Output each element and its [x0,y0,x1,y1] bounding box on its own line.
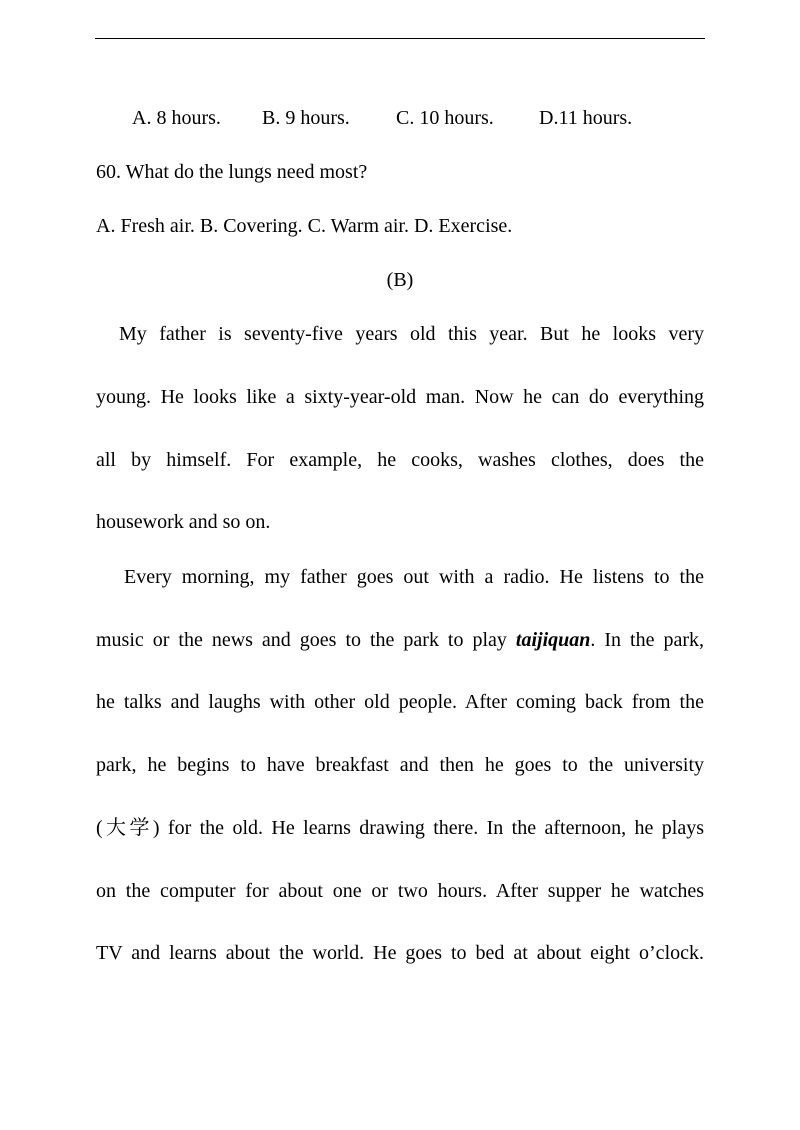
option-b: B. 9 hours. [262,107,350,129]
paragraph-2-line-4: park, he begins to have breakfast and then he goes to the university [96,754,704,776]
emphasized-word: taijiquan [515,629,591,651]
text-before-emphasis: music or the news and goes to the park to play [96,629,516,651]
paragraph-2-line-6: on the computer for about one or two hours. After supper he watches [96,880,704,902]
paragraph-2-line-2 [96,628,704,652]
option-d: D.11 hours. [539,107,633,129]
paragraph-1-line-3: all by himself. For example, he cooks, washes clothes, does the [96,449,704,471]
paragraph-2-line-7: TV and learns about the world. He goes to bed at about eight o’clock. [96,942,704,964]
paragraph-1-line-4: housework and so on. [96,511,271,533]
question-60: 60. What do the lungs need most? [96,161,368,183]
header-rule [95,38,705,39]
paragraph-2-line-5: (大学) for the old. He learns drawing there. In the afternoon, he plays [96,817,704,839]
section-label: (B) [386,269,414,291]
option-c: C. 10 hours. [396,107,494,129]
paragraph-2-line-3: he talks and laughs with other old people. After coming back from the [96,691,704,713]
paragraph-1-line-2: young. He looks like a sixty-year-old man. Now he can do everything [96,386,704,408]
option-a: A. 8 hours. [132,107,221,129]
paragraph-1-line-1: My father is seventy-five years old this year. But he looks very [119,323,704,345]
paragraph-2-line-1: Every morning, my father goes out with a radio. He listens to the [124,566,704,588]
question-60-options: A. Fresh air. B. Covering. C. Warm air. D. Exercise. [96,215,513,237]
text-after-emphasis: . In the park, [590,629,704,651]
